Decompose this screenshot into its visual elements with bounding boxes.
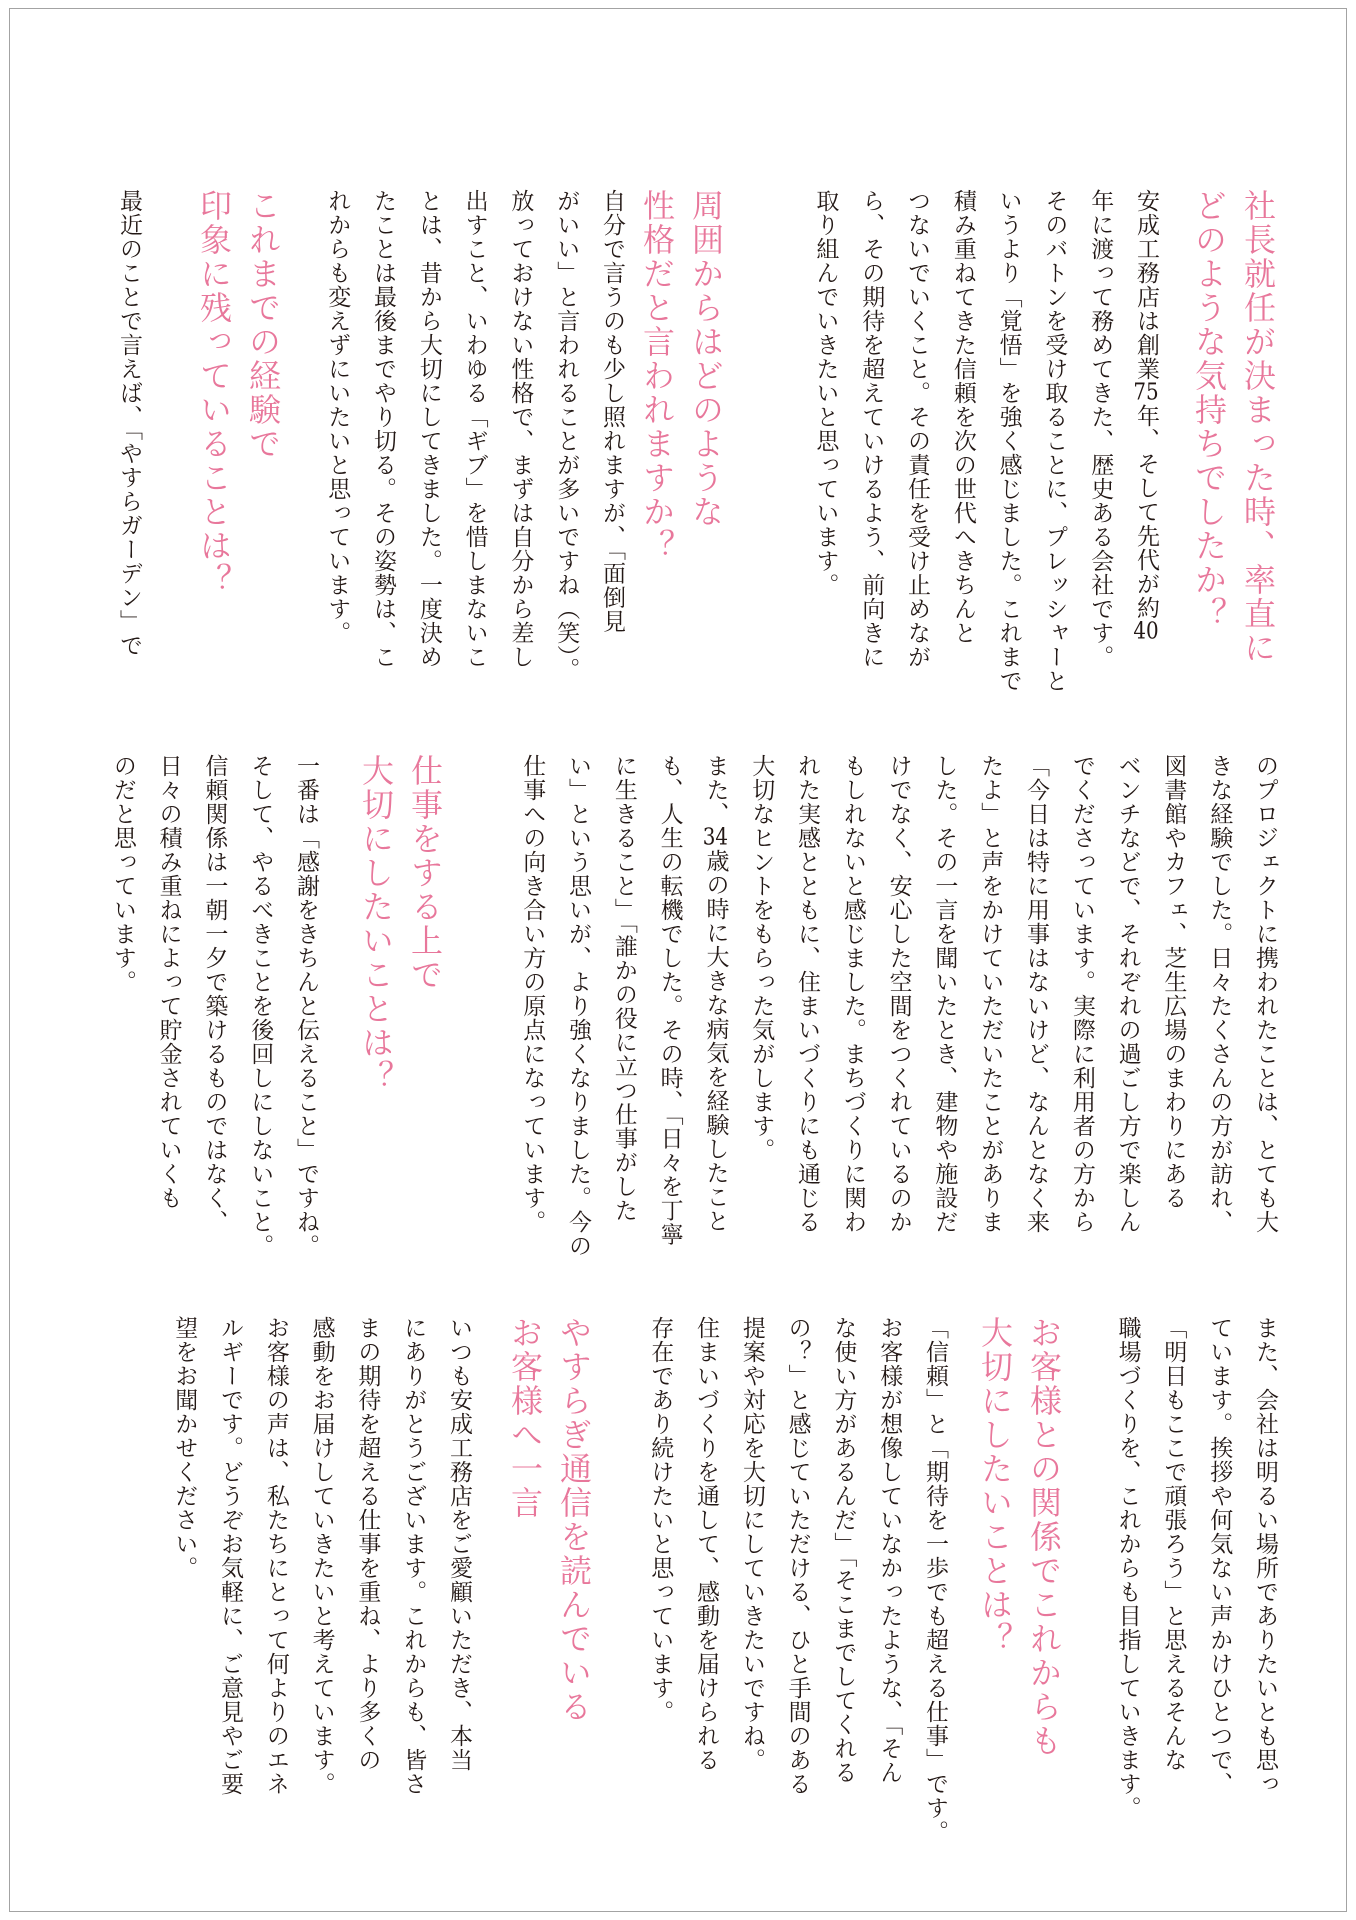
- question-heading-line: お客様へ一言: [506, 1316, 544, 1520]
- answer-column: 年に渡って務めてきた、歴史ある会社です。: [1087, 189, 1114, 669]
- answer-column: 仕事への向き合い方の原点になっています。: [519, 754, 546, 1234]
- answer-column: いうより「覚悟」を強く感じました。これまで: [995, 189, 1022, 693]
- answer-column: お客様が想像していなかったような、「そん: [876, 1316, 903, 1785]
- question-heading-1: [1184, 189, 1282, 745]
- answer-column: とは、昔から大切にしてきました。一度決め: [415, 189, 442, 669]
- answer-column: れた実感とともに、住まいづくりにも通じる: [794, 754, 821, 1234]
- answer-column: 一番は「感謝をきちんと伝えること」ですね。: [293, 754, 319, 1258]
- answer-column: 最近のことで言えば、「やすらガーデン」で: [116, 189, 142, 658]
- answer-column: たことは最後までやり切る。その姿勢は、こ: [370, 189, 397, 669]
- answer-column: 職場づくりを、これからも目指していきます。: [1114, 1316, 1141, 1820]
- answer-text-5: [636, 1316, 957, 1872]
- answer-column: がいい」と言われることが多いですね（笑）。: [553, 189, 580, 682]
- answer-column: ら、その期待を超えていけるよう、前向きに: [858, 189, 885, 669]
- answer-text-4: [99, 754, 328, 1310]
- question-heading-line: どのような気持ちでしたか？: [1190, 189, 1228, 631]
- answer-column: また、34歳の時に大きな病気を経験したこと: [702, 754, 729, 1233]
- question-heading-2: [632, 189, 730, 745]
- answer-column: 出すこと、いわゆる「ギブ」を惜しまないこ: [461, 189, 488, 669]
- question-heading-line: 大切にしたいことは？: [357, 754, 395, 1094]
- answer-column: 「今日は特に用事はないけど、なんとなく来: [1023, 754, 1050, 1234]
- answer-column: 存在であり続けたいと思っています。: [647, 1316, 674, 1724]
- answer-column: 大切なヒントをもらった気がします。: [748, 754, 775, 1162]
- answer-column: 「信頼」と「期待を一歩でも超える仕事」です。: [922, 1316, 948, 1844]
- answer-column: 「明日もここで頑張ろう」と思えるそんな: [1160, 1316, 1187, 1772]
- answer-column: 日々の積み重ねによって貯金されていくも: [155, 754, 182, 1210]
- answer-column: ています。挨拶や何気ない声かけひとつで、: [1206, 1316, 1233, 1796]
- answer-column: 感動をお届けしていきたいと考えています。: [308, 1316, 335, 1796]
- question-heading-line: 周囲からはどのような: [687, 189, 725, 529]
- answer-column: 積み重ねてきた信頼を次の世代へきちんと: [949, 189, 976, 645]
- answer-column: いつも安成工務店をご愛顧いただき、本当: [446, 1316, 472, 1772]
- answer-column: の？」と感じていただける、ひと手間のある: [784, 1316, 811, 1796]
- answer-column: 提案や対応を大切にしていきたいですね。: [738, 1316, 765, 1772]
- answer-text-1: [802, 189, 1168, 745]
- question-heading-line: 仕事をする上で: [406, 754, 444, 992]
- answer-column: 自分で言うのも少し照れますが、「面倒見: [599, 189, 625, 634]
- question-heading-line: 印象に残っていることは？: [195, 189, 233, 597]
- answer-column: また、会社は明るい場所でありたいとも思っ: [1252, 1316, 1278, 1796]
- answer-column: けでなく、安心した空間をつくれているのか: [885, 754, 912, 1234]
- question-heading-line: やすらぎ通信を読んでいる: [555, 1316, 593, 1724]
- question-heading-line: これまでの経験で: [244, 189, 282, 461]
- answer-column: でくださっています。実際に利用者の方から: [1068, 754, 1095, 1234]
- answer-text-3: [105, 189, 151, 745]
- answer-column: もしれないと感じました。まちづくりに関わ: [839, 754, 866, 1234]
- answer-column: ルギーです。どうぞお気軽に、ご意見やご要: [217, 1316, 244, 1796]
- question-heading-4: [351, 754, 449, 1310]
- answer-column: お客様の声は、私たちにとって何よりのエネ: [262, 1316, 289, 1796]
- answer-column: たよ」と声をかけていただいたことがありま: [977, 754, 1004, 1234]
- answer-column: も、人生の転機でした。その時、「日々を丁寧: [656, 754, 683, 1247]
- answer-column: きな経験でした。日々たくさんの方が訪れ、: [1206, 754, 1233, 1234]
- answer-column: 望をお聞かせください。: [171, 1316, 198, 1580]
- answer-column: 信頼関係は一朝一夕で築けるものではなく、: [201, 754, 228, 1234]
- answer-column: にありがとうございます。これからも、皆さ: [400, 1316, 427, 1796]
- answer-text-4-continued: [1104, 1316, 1287, 1872]
- answer-column: 図書館やカフェ、芝生広場のまわりにある: [1160, 754, 1187, 1210]
- answer-column: のだと思っています。: [109, 754, 136, 994]
- answer-column: つないでいくこと。その責任を受け止めなが: [904, 189, 931, 669]
- question-heading-line: 社長就任が決まった時、率直に: [1239, 189, 1277, 665]
- answer-text-3-continued: [508, 754, 1287, 1310]
- question-heading-line: 性格だと言われますか？: [638, 189, 676, 563]
- answer-column: ベンチなどで、それぞれの過ごし方で楽しん: [1114, 754, 1141, 1234]
- answer-column: に生きること」「誰かの役に立つ仕事がした: [610, 754, 637, 1223]
- question-heading-3: [189, 189, 287, 745]
- answer-column: そのバトンを受け取ることに、プレッシャーと: [1041, 189, 1068, 693]
- question-heading-6: [500, 1316, 598, 1872]
- answer-column: そして、やるべきことを後回しにしないこと。: [247, 754, 274, 1258]
- question-heading-line: お客様との関係でこれからも: [1025, 1316, 1063, 1758]
- answer-column: した。その一言を聞いたとき、建物や施設だ: [931, 754, 958, 1234]
- answer-column: まの期待を超える仕事を重ね、より多くの: [354, 1316, 381, 1772]
- answer-column: 安成工務店は創業75年、そして先代が約40: [1133, 189, 1159, 643]
- answer-column: れからも変えずにいたいと思っています。: [324, 189, 351, 645]
- answer-text-6: [160, 1316, 481, 1872]
- answer-column: 放っておけない性格で、まずは自分から差し: [507, 189, 534, 669]
- question-heading-line: 大切にしたいことは？: [976, 1316, 1014, 1656]
- answer-column: 取り組んでいきたいと思っています。: [812, 189, 839, 597]
- answer-column: な使い方があるんだ」「そこまでしてくれる: [830, 1316, 857, 1785]
- answer-column: 住まいづくりを通して、感動を届けられる: [693, 1316, 720, 1772]
- answer-column: い」という思いが、より強くなりました。今の: [565, 754, 592, 1258]
- question-heading-5: [970, 1316, 1068, 1872]
- answer-column: のプロジェクトに携われたことは、とても大: [1252, 754, 1278, 1234]
- answer-text-2: [313, 189, 634, 745]
